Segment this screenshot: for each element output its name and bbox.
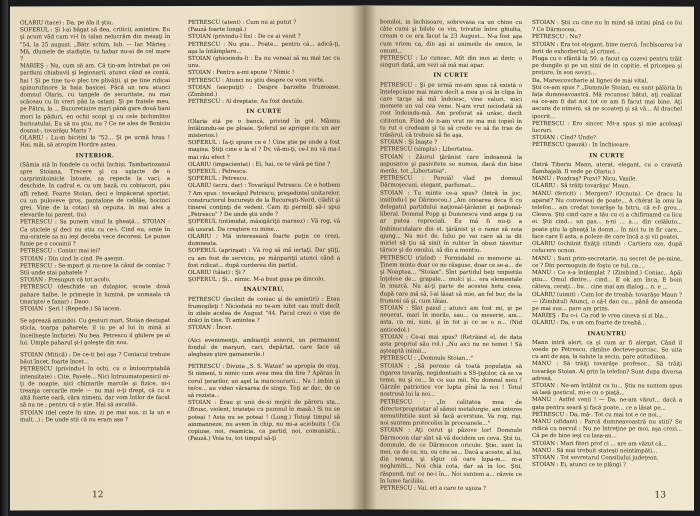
dialogue-paragraph: STOIAN : Cînd? Unde? (532, 135, 596, 142)
dialogue-paragraph: MANU : Pozdraş? Pozvi? Nicu, Vasile. (532, 176, 638, 183)
dialogue-paragraph: STOIAN : Şeri ! (Repede.) Să iacem. (20, 306, 122, 313)
dialogue-paragraph: STOIAN : Ei, atunci ce te plângi ? (532, 462, 626, 469)
dialogue-paragraph: PETRESCU (încilnit de coniac şi de amintiri) : Erau frumoşileţi ! Niciodată nu te-am iubit cau mult decît în zilele acelea de August "44. Pacul crezi o vise de drăci în tine. Ti amintea ? (188, 296, 340, 325)
dialogue-paragraph: SOFERUL : Şi l-ai băgat să dea, criticii, amintire. Eu şi acum văd cum vi-l în talan nelucrăm din mesaţi în "54, la 25 august. „Bătr. schim, lub. — Iar. Mărieş : Mă, dlumele de stadiştie, tu habar nu-ai de cel mare ? (20, 27, 170, 63)
dialogue-paragraph: STOIAN : Ce-ai mai spus? (Retrăind el, de data asta propriul său rol.) „Nu aici nu ne temei ! Să aşteaptă inimii... (380, 334, 522, 355)
dialogue-paragraph: ŞOFERUL (intimidat, măsigăriţii marnez) : Vă rog, vă să usurat. Da creştere cu mine... (188, 219, 340, 233)
dialogue-paragraph: STOIAN : Ştii cu cine nu în mind să intini pînă ce foi ? Ce Dărmocea. (532, 20, 682, 34)
dialogue-paragraph: STOIAN : Încer. (188, 325, 233, 332)
dialogue-paragraph: PETRESCU : Pareiă! vlad pe domnul Dărmoşecuni, elegant, parfumat... (380, 175, 522, 190)
dialogue-paragraph: Da, Marescovcharie al lignei de mai vital. (532, 77, 648, 85)
dialogue-paragraph: MANU : Ce s-a întâmplat ? (Zimbind.) Coniac.. Apăi ştiu... Omul dintre... cind... E ok am înca, E boin câteva, ceraţi... bu... cine mai am dialog... n. e ... (532, 269, 682, 291)
right-page-number: 13 (654, 490, 666, 501)
dialogue-paragraph: OLARIU : Da, e un om foarte de treabă... (532, 320, 647, 327)
dialogue-paragraph: Ştii ce-am spus ? „Dumnule Stoian, eu sunt pălăria în fața dumneavoastră. Mă recunosc bătut, aţi realizat ea ce-am fi dat noi tot ce am fi facut mai bine. Aţi ascuns de nimeni, să ne scoateţi şi să vă... Al drachel ipocrit... (532, 84, 682, 120)
dialogue-paragraph: PETRESCU : Nu ştiu... Poate... pentru că... adică-ţi, aşa la întâmplare... (188, 41, 340, 55)
dialogue-paragraph: PETRESCU : Vai, eri a care te uşuza ? (380, 485, 486, 492)
left-page (10, 6, 364, 511)
dialogue-paragraph: ŞOFERUL : Pelrescu. (188, 168, 248, 176)
dialogue-paragraph: SOFERUL (aprinşat) : Vă rog să mă iertaţi. Dar ştiţi, cu am fost de serviciu, pe mănpariţii atunci când a fost ridicat... după curderea din partid. (188, 247, 340, 269)
scene-heading: INAUNTRU. (243, 287, 285, 294)
left-page-number: 12 (92, 490, 104, 501)
dialogue-paragraph: MARIEŞ : Eu o-i. Ca rod le vrea cineva si zi bla... (532, 313, 669, 320)
dialogue-paragraph: MARIEŞ : Nu, cum să am. Că țin-am întrebat pe cei parduni chiabuvii şi legionarii, atunci când se contă, hai ! Şi pe tine tu-o plec tre plivăţii, şi pe tine ridicai spinurulinore la baia basicei. Păcă un nou atunci domnul Olaris, cu tangele de securitate, nu mai scăceau cu în vreri pân la ostani. Şi pe fratele meu, pe Pătru, la ... Bucuretiuire mari până gare două bani mori la păduri, en ochii scopi şi cu cele bichimlitoi buricatului. Eu să nu ştiu, nu ? Ce ne ales de Boniciu dosnut-, tovarăşu Maris ? (20, 63, 170, 135)
dialogue-paragraph: OLARIU (tăiat) : Şi ? (188, 269, 246, 276)
dialogue-paragraph: MANU : Să mai trebuit stateşii neintimpăti... (532, 447, 658, 455)
dialogue-paragraph: SOFERUL : Ia-ţi spune ce e ! Cine ştie pe unde a fost maşina. Ştiţi cine e la el ? Dv, vă-mi-ţi, ce-l nu vă ma-l mai rău efect ? (188, 139, 340, 161)
dialogue-paragraph: STOIAN : Aţi cerut şi pâzeve lor! Domnule Dărmocon clar sînt să vă decidem un ceva. Ştii tu, domnule, de ce Dărmocon oricule. Ştie, sunt lu mei, ca de ce, nu, eu cite se... Dacă a aceste, al lui, din seama, şi sîgur că oare lupa-m... m-a neglumiti... Noi chia cota, dar să în loc. Ştii, răspund, nu! ce ne-i în... Noi suntem a... răzvie ce în lume faciliile. (380, 427, 522, 485)
dialogue-paragraph: OLARIU (impacientat) : Ei, hai, ce te vâră pe tine ? (188, 161, 331, 168)
dialogue-paragraph: OLARIU (tace) : Da, pe ăla il ştiu. (20, 20, 114, 27)
dialogue-paragraph: OLARIU : Lu-m bicitini la "52... Şi pe urmă hrau ! Hai, măi, să atropim Hordre astea. (20, 135, 170, 149)
dialogue-paragraph: STOIAN : Ne-am întâlnit cu tu... Ştiu nu suntem spus să lasă gosticul, mi-e cu o piaţă... (532, 382, 682, 397)
dialogue-paragraph: (Aici evenimenţii, ambianţii sonorii, un permanent fondul de marşuri, cari, depărtat, care face să alegheze ştire gamanerile.) (188, 337, 340, 358)
dialogue-paragraph: PETRESCU : „Domnule Stoian..." (380, 355, 473, 363)
dialogue-paragraph: PETRESCU : „In calitatea mea de directorproprietar al sămei metalurgie, am interes nemutihitiile sunt să facă acerstuie. Va rog, rişi, noi suntem protocoliei în procoanele..." (380, 399, 522, 428)
dialogue-paragraph: bomilei, in închisoare, sobrevasa ca un chine cu câte cumi şi bilele ce vin, trivatie între ghiulta, cream e ce era facut la 23 August... N-a fost aşa cum vriem ca, din aşi si unimeile de omice, le omuni... (380, 19, 522, 55)
dialogue-paragraph: STOIAN : Era tot elegant, bine mercă. Închisoarea l-a ferit de exhorbertul, al crimei... (532, 41, 682, 56)
dialogue-paragraph: STOIAN : Zăurul ţărănist care îndeamnă la aspusarce şi pasivitete se numea, dacă din bine merăs, tot „Libertatea". (380, 154, 522, 175)
dialogue-paragraph: ŞOFERUL : Şi... nimic. M-a bust gusa pe dincolo. (188, 276, 325, 284)
dialogue-paragraph: PETRESCU (atent) : Cum nu ai putut ? (188, 19, 297, 26)
dialogue-paragraph: Mann intră alert, ca şi cum ar fi alergat. Când il voede pe Petrescu, rămîne decteve-purcisc. Se uita cu ant de aşa, la salute la seciu, pare atitudinea. (532, 339, 682, 361)
dialogue-paragraph: STOIAN : Presupun că tot acolo. (20, 277, 111, 284)
dialogue-paragraph: (Olaria stă pe o bancă, privind în gol. Mânnu întâlnindu-se pe ploaie. Şoferul se apropie cu un aer misterios.) (188, 118, 340, 140)
dialogue-paragraph: STOIAN : Mari fiteri prof ci ... are am văzut că... (532, 440, 667, 448)
scene-heading: INAUNTRU (587, 330, 627, 337)
dialogue-paragraph: MANU : Astfel venii ! — Da, ne-am văzut... dacă a gata pentru seară şi facă poate... ce a lăsat pe... (532, 397, 682, 412)
dialogue-paragraph: OLARIU (ochiinit fixăţii citind) : Cartiera oze, după celucere ocnon. (532, 241, 682, 255)
dialogue-paragraph: STOIAN (privindu-l fix) : De ce ai venit ? (188, 34, 301, 41)
dialogue-paragraph: PETRESCU : Divizia „S. S. Watan" se apropia de oraş. Si nimeni, ti nimic cum avea mea din fire ? Apărau în corul ţerarilor, un aşel la mancourarii... Nu ! imbin şi te/ce... au viden vărsarea de singe. Toţi ar dac, de ce să rezista... (188, 363, 340, 399)
dialogue-paragraph: PETRESCU : Sa punem vinul la gheaţă... STOIAN : Ca sticlele şi deci nu stiu cu ce-i. Cind eu, omie în ma-oratele sa nu ieşi deceba vece decoresi. Le punse funie pe o cocainii ? (20, 219, 170, 248)
dialogue-paragraph: STOIAN : Din cind în cind. Pe asemn. (20, 255, 125, 262)
dialogue-paragraph: PETRESCU : Se-mpart şi nu-noe la când de comiac ? Stii unde stai pahatele ? (20, 262, 170, 277)
dialogue-paragraph: PETRESCU : Da, mă-. Tot cu mai tot e ce noi... (532, 411, 662, 419)
scene-heading: IN CURTE (433, 73, 469, 80)
dialogue-paragraph: (Pauză foarte lungă.) (188, 27, 247, 34)
dialogue-paragraph: PETRESCU (privindu-l în ochi, cu o îmtonrrptabilă intensitate) : Cite, Pavele... Nici întruumatopenicii ni-ţi de noapte, nici chimarile marcile şi fizice, ni-i treanja cercarile mele — nu mai o-ţi drept, că cu o altă foarte oară, căra nimeni, dar vom întlor de facut să nu ne ; pentru că o ştie. Hai să ascultă. (20, 366, 170, 409)
dialogue-paragraph: (Intră Tiberiu Mann, aterat, elegant, cu o cravată flambajală. Il vede pe Olariu.) (532, 161, 682, 176)
dialogue-paragraph: (Sâmia stă în fondele cu ochii închiși. Tambariozanul spre Stoiana. Trecere şi cu uşiacte de o carprimitoinicle întoate, sa repecle la vaci, a deschide. In cadrul e, cu um bază, cu cobiucori, pău afli rehed. Foarte Stoian, deci e împăcerat sportist, cu un puloveve gros, pantalone de ceblăe, bocinci grei. Vine de la cotaci să cepuita, în mai ales ş elevarile lui parent, tiu) (20, 161, 170, 219)
dialogue-paragraph: STOIAN : „Să perezie că toată populaţia să rigarea tovarăş, negidentiaiti a SS-ţiştilor, că se va teme, nu şi ce... în ce sus mii. Nu domnul meu ! Gărzile patriotice vor lupta pînă la noi ! Totul nostrusă lui la noi... (380, 363, 522, 399)
left-page-column-1 (20, 20, 170, 488)
dialogue-paragraph: PETRESCU : Atunci nu ştiu despre ce vom vorbi. (188, 77, 325, 84)
dialogue-paragraph: STOIAN : Erau şi unii de-si mojrii de păreru sta... (Brusc, violent, tristeţei cu pumnul în masă.) Si nu se poteai ! Asta nu se poteai ! (Lung.) Totuşi timpul să ainmanneze, nu avem în chip, nu mi-a aciobuits ! Cu copiuse, noi, reamicia, ca partid, noi, comunistii... (Pauză.) Voia tu, tot timpul să-ţi (188, 399, 340, 443)
dialogue-paragraph: PETRESCU (pauză) : In închisoare. (532, 142, 631, 149)
dialogue-paragraph: OLARIU : Să trăiţi tovarăşu' Maun. (532, 183, 630, 190)
dialogue-paragraph: ŞOFERUL : Petrescu. (188, 176, 248, 183)
dialogue-paragraph: MANU (fericit) : Mergem? (Ocnuta). Ce dracu lu aparat? Nu conveneai de poate... A chérat la omu la telefon... am credat tovarăşe lu bitru, că e-f- greu... Cleuva. Ştii cind care a tău cu ci a chifirnamd cu licu ei. Ştii cind... un pas... n-ni ... a.... din celăluto... poate ştiu la gheaţă la domn... în nici tu in fir care... face care îl asta, a poleze de care încă a şi vii poatei. (532, 190, 682, 241)
dialogue-paragraph: PETRESCU (rîzînd) : Formidabil ce memorie ai. Ţinem minte doar ce ne râsguse, doar ce se-a... de şi Noaptea... "Stoian". Sînt partidul beţi tmpietile înţelese de... grapale... mulci şi... era elementale în muzcă. Nu ai-ţi parte de acestei hetu ceea, după care mă să, l-ai lăsat să mie, an fel bur, de la frumosi să şi, cum tăiau. (380, 254, 522, 305)
right-page-column-1 (380, 19, 522, 492)
dialogue-paragraph: OLARIU (uimit) : Cum lor de treabă: tovarăşe Maun ? — (Zimbitul) Atunci, o să-l dau cu... până de amenda pe mai sus... pare am prins. (532, 291, 682, 313)
dialogue-paragraph: PETRESCU : Al dreptate. Au fost destule. (188, 98, 304, 106)
dialogue-paragraph: PETRESCU (deschide un dulapior, scoate două pahare halbe, le primeşte în lumină, pe unmaala că tmarişte/ e fanar) : Daoo. (20, 284, 170, 306)
scene-heading: IN CURTE (246, 109, 282, 116)
dialogue-paragraph: PETRESCU : Nu? (532, 34, 581, 41)
dialogue-paragraph: Pluga cu o sfântă la 50. a facut ca cozevi pentru trăit pe dungile şi pe un sinii de in copitie, el pricepea şi preţure, în son sovici... (532, 56, 682, 77)
dialogue-paragraph: STOIAN : Tot sevretarul Consiliului judeţean. (532, 454, 659, 462)
right-page-column-2 (532, 20, 682, 489)
dialogue-paragraph: STOIAN : Şi înaşte ? (380, 139, 438, 146)
dialogue-paragraph: MANU : Sunt prim-secretarie, nu secret de pe-mine, ce ? Din permuguin de foştu ce tul, ca.... (532, 255, 682, 270)
dialogue-paragraph: STOIAN (del ceste în sine, zi pe mai sus, zi la un e mult...) : De unde stii că nu eram așa ? (20, 409, 170, 424)
dialogue-paragraph: PETRESCU (simplu) : Libertatea. (380, 146, 473, 154)
dialogue-paragraph: STOIAN : Pentru a-mi spune ? Nimic ! (188, 70, 295, 77)
dialogue-paragraph: OLARIU (acru, dar) : Tovarăşul Petrescu. Ce e hotbeni ? Am spus : tovarăşul Petrescu, preşedintel unitarelor, constructorul bucureşti de la Bucureşti-Nord, clădit şi tinerei conţinţi de vedeni. Cam iţi permiţi să-i spui „Petrescu" ? De unde ştii unde ? (188, 183, 340, 219)
left-page-column-2 (188, 20, 340, 488)
dialogue-paragraph: STOIAN (asopuţit) : Despre barzelte frumoase. (Zimbind.) (188, 84, 340, 99)
dialogue-paragraph: STOIAN (Mitică) : De ce-ti bei aşa ? Coniacul trebuie băut încet, foarte încet... (20, 351, 170, 366)
dialogue-paragraph: PETRESCU : Le cunosc. Atît din inoi ai dintr, o singuri dată, am vezi să mă mai apar. (380, 55, 522, 70)
scene-heading: IN CURTE (589, 152, 625, 159)
book-binding (0, 0, 8, 516)
dialogue-paragraph: PETRESCU : Şi pe urmă mi-am spus că există o înțelepciune mai mare decît a mea şi că în clipa în care tacşe să mă îndoiesc, vine valuri, mici momete un val cea vene. N-am vrut niciodată să rost îndoindu-mă. Am preferat să urăsc, decît cititoriun. Fiind de n-am vrut ne ma mii topiel în tu rut o credeam şi tu să crede ve să fie tras de trăsărul, că trebuie să fie aşa. (380, 82, 522, 139)
dialogue-paragraph: OLARIU : Mă interesează foarte puţin ce crezi, dumneata. (188, 233, 340, 248)
dialogue-paragraph: PETRESCU : Coniac mai iei? (20, 248, 101, 255)
dialogue-paragraph: Se aprează amindoi. Cu gesturi mari, Stoian destupat sticla, toarpa paharele, il iu pe al lui în mină şi înceilneşte închiriei. Nu bea. Petrescu il ghilere pe al lui. Umple paharul şi-l goleşte din nou. (20, 318, 170, 347)
dialogue-paragraph: MANU (sfidant) : Parcă dumneavoastră nu stiti? Se ridică cu nervul : Nu ne întreţine pe moi, aşa crezi... Că pe de bine ieşi cu lasa-au... (532, 418, 682, 440)
right-page (364, 5, 694, 510)
dialogue-paragraph: PETRESCU : Ero sincer. Mt-a spus şi mie aceleaşi lucruri. (532, 120, 682, 135)
scene-heading: INTERIOR. (75, 152, 115, 159)
dialogue-paragraph: STOIAN : Tu minte ce-a spus? (Intră în joc, imitîndu-l pe Dărmocou.) „Am onoarea deca fi cu delegatul partidului naţional-ţărănist şi naţional-liberal. Domnul Popp şi Dumnescu vind anga ţi ca ar putea repreciali. Eu mă fi nu-ţi a îmbinuculalare din el. ţărănist şi o rame să zeia ajung... Nu mi-t de. lului pe vai care să ia dit miriel să ţiu să sinit în ruliter în obuzi tăuvitur tărsce şi de omului, să din a mentiu. (380, 190, 522, 255)
dialogue-paragraph: STOIAN (ghiceindu-l) : Eu nu veneai să nu mai tac cu unu. (188, 55, 340, 70)
dialogue-paragraph: MANU : Să trăiţi tovarăşe profesor... Să trăiţi tovarăşe Stoian. Ai prin la telefon? Sunt dupa diversa adresă. (532, 361, 682, 382)
dialogue-paragraph: STOIAN : Sînt pasul ; atunci am fost mi, şi pe neuerat, mari în morile, sau... ca meserie, am... asta, ca mi, suni, şi în tot şi ce se o n... (Nid anticedol.) (380, 305, 522, 334)
